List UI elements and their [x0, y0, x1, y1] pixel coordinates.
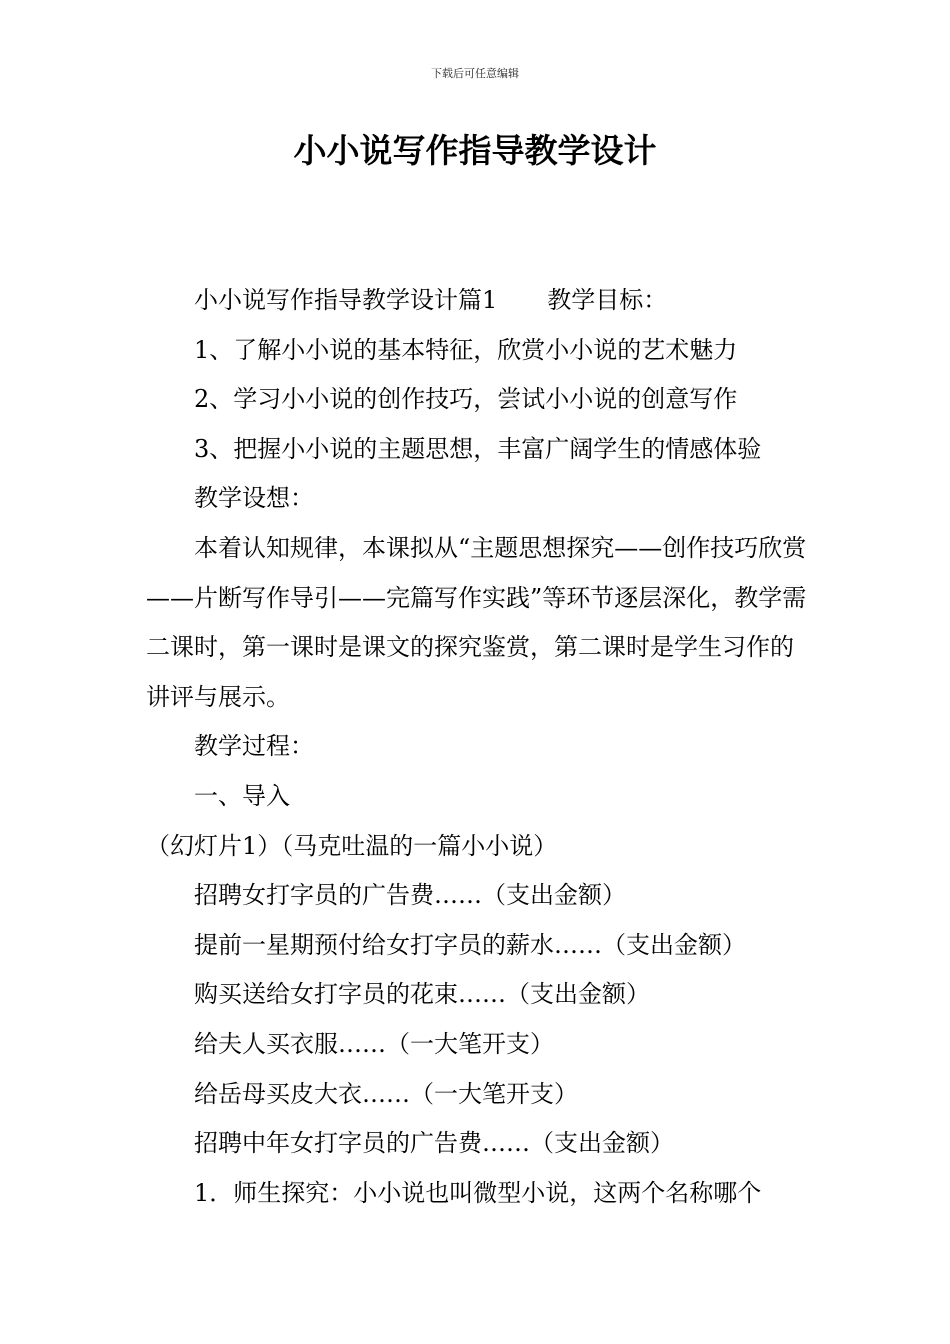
- slide-caption: （幻灯片1）（马克吐温的一篇小小说）: [146, 831, 558, 860]
- process-heading: 教学过程：: [194, 732, 314, 761]
- design-paragraph: 本着认知规律，本课拟从“主题思想探究——创作技巧欣赏——片断写作导引——完篇写作实践”等环节逐层深化，教学需二课时，第一课时是课文的探究鉴赏，第二课时是学生习作的讲评与展示。: [146, 533, 807, 711]
- expense-item-2: 提前一星期预付给女打字员的薪水……（支出金额）: [194, 930, 746, 959]
- section-label: 小小说写作指导教学设计篇1: [194, 286, 498, 314]
- goal-item-3: 3、把握小小说的主题思想，丰富广阔学生的情感体验: [194, 434, 762, 463]
- expense-item-6: 招聘中年女打字员的广告费……（支出金额）: [194, 1129, 674, 1158]
- goal-item-2: 2、学习小小说的创作技巧，尝试小小说的创意写作: [194, 385, 738, 414]
- document-title: 小小说写作指导教学设计: [293, 131, 657, 170]
- design-heading: 教学设想：: [194, 484, 314, 513]
- intro-line: [146, 276, 810, 326]
- expense-item-1: 招聘女打字员的广告费……（支出金额）: [194, 881, 626, 910]
- expense-item-5: 给岳母买皮大衣……（一大笔开支）: [194, 1079, 578, 1108]
- expense-item-4: 给夫人买衣服……（一大笔开支）: [194, 1029, 554, 1058]
- inquiry-line: 1．师生探究：小小说也叫微型小说，这两个名称哪个: [194, 1178, 762, 1207]
- step-heading-1: 一、导入: [194, 781, 290, 810]
- expense-item-3: 购买送给女打字员的花束……（支出金额）: [194, 980, 650, 1009]
- goal-item-1: 1、了解小小说的基本特征，欣赏小小说的艺术魅力: [194, 335, 738, 364]
- document-body: [146, 276, 810, 1218]
- header-note: 下载后可任意编辑: [431, 67, 519, 80]
- goals-heading: 教学目标：: [547, 286, 668, 314]
